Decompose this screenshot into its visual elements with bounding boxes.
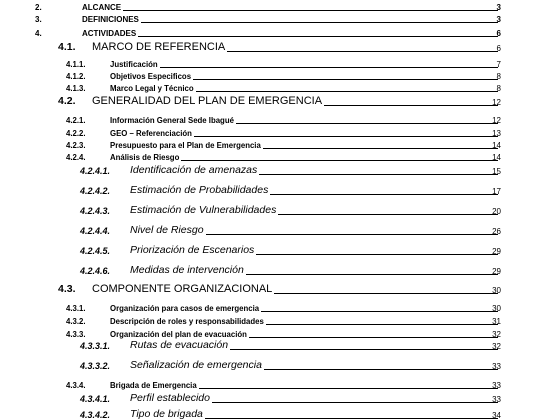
toc-entry-page: 26 xyxy=(492,227,501,236)
toc-entry-title: Estimación de Vulnerabilidades xyxy=(130,204,277,216)
toc-entry-number: 4.2.4.5. xyxy=(80,246,111,256)
toc-entry-page: 29 xyxy=(492,247,501,256)
toc-entry[interactable] xyxy=(0,128,560,138)
toc-entry-page: 20 xyxy=(492,207,501,216)
toc-entry-title: Brigada de Emergencia xyxy=(110,381,197,390)
toc-entry-page: 3 xyxy=(496,3,501,12)
toc-entry-title: ACTIVIDADES xyxy=(82,29,137,38)
toc-entry-number: 4.2.4.2. xyxy=(80,186,111,196)
toc-entry-number: 4.2.4.4. xyxy=(80,226,111,236)
toc-entry-title: Justificación xyxy=(110,60,158,69)
toc-entry[interactable] xyxy=(0,262,560,276)
toc-entry-page: 7 xyxy=(496,60,501,69)
toc-entry-number: 4.1.1. xyxy=(66,60,86,69)
toc-entry-page: 14 xyxy=(492,141,501,150)
toc-entry-number: 4.2.4.3. xyxy=(80,206,111,216)
toc-entry[interactable] xyxy=(0,28,560,38)
toc-entry[interactable] xyxy=(0,115,560,125)
toc-entry[interactable] xyxy=(0,380,560,390)
toc-entry-number: 2. xyxy=(35,3,42,12)
toc-entry-title: Análisis de Riesgo xyxy=(110,153,180,162)
toc-entry-number: 4.2.4. xyxy=(66,153,86,162)
toc-entry-title: Tipo de brigada xyxy=(130,408,203,420)
toc-entry-title: MARCO DE REFERENCIA xyxy=(92,41,226,53)
toc-entry-number: 4.2.4.6. xyxy=(80,266,111,276)
toc-entry[interactable] xyxy=(0,93,560,107)
toc-entry-page: 15 xyxy=(492,167,501,176)
toc-entry-title: Objetivos Especificos xyxy=(110,72,192,81)
toc-entry-title: Nivel de Riesgo xyxy=(130,224,204,236)
toc-entry-page: 8 xyxy=(496,72,501,81)
toc-entry-number: 4.3.3. xyxy=(66,330,86,339)
toc-entry-title: Medidas de intervención xyxy=(130,264,244,276)
toc-entry-page: 32 xyxy=(492,342,501,351)
toc-entry[interactable] xyxy=(0,71,560,81)
toc-entry-title: Información General Sede Ibagué xyxy=(110,116,234,125)
toc-entry-number: 4.2.1. xyxy=(66,116,86,125)
toc-entry-page: 14 xyxy=(492,153,501,162)
toc-entry-number: 4.3.3.2. xyxy=(80,361,111,371)
toc-entry[interactable] xyxy=(0,303,560,313)
toc-entry-number: 4.3.3.1. xyxy=(80,341,111,351)
toc-entry-page: 30 xyxy=(492,286,501,295)
toc-entry-title: Priorización de Escenarios xyxy=(130,244,255,256)
toc-entry-page: 12 xyxy=(492,98,501,107)
toc-entry-number: 4.3.4.1. xyxy=(80,394,111,404)
toc-entry-number: 4.2. xyxy=(58,95,76,107)
toc-leader-line xyxy=(82,22,498,23)
toc-entry-title: Organización para casos de emergencia xyxy=(110,304,260,313)
toc-entry-number: 4.2.4.1. xyxy=(80,166,111,176)
toc-entry-title: Rutas de evacuación xyxy=(130,339,229,351)
toc-entry[interactable] xyxy=(0,222,560,236)
toc-entry-title: Señalización de emergencia xyxy=(130,359,262,371)
toc-entry-page: 29 xyxy=(492,267,501,276)
toc-entry-number: 4.1.3. xyxy=(66,84,86,93)
toc-entry-page: 30 xyxy=(492,304,501,313)
toc-entry-page: 6 xyxy=(496,44,501,53)
toc-entry-number: 4.3.1. xyxy=(66,304,86,313)
toc-entry[interactable] xyxy=(0,2,560,12)
toc-entry-title: Descripción de roles y responsabilidades xyxy=(110,317,264,326)
toc-entry[interactable] xyxy=(0,357,560,371)
toc-entry[interactable] xyxy=(0,14,560,24)
toc-entry-number: 4. xyxy=(35,29,42,38)
toc-entry[interactable] xyxy=(0,39,560,53)
toc-entry-title: DEFINICIONES xyxy=(82,15,139,24)
toc-entry-title: Presupuesto para el Plan de Emergencia xyxy=(110,141,261,150)
toc-entry-page: 12 xyxy=(492,116,501,125)
toc-entry-page: 33 xyxy=(492,381,501,390)
toc-entry[interactable] xyxy=(0,152,560,162)
toc-entry[interactable] xyxy=(0,242,560,256)
toc-entry-page: 33 xyxy=(492,362,501,371)
toc-entry[interactable] xyxy=(0,337,560,351)
toc-entry-title: Identificación de amenazas xyxy=(130,164,258,176)
toc-entry-title: GENERALIDAD DEL PLAN DE EMERGENCIA xyxy=(92,95,323,107)
toc-entry-page: 3 xyxy=(496,15,501,24)
toc-entry-number: 4.3.4.2. xyxy=(80,410,111,420)
toc-entry-title: COMPONENTE ORGANIZACIONAL xyxy=(92,283,273,295)
toc-entry[interactable] xyxy=(0,281,560,295)
toc-entry-page: 6 xyxy=(496,29,501,38)
toc-entry-number: 4.1. xyxy=(58,41,76,53)
toc-leader-line xyxy=(82,10,498,11)
toc-entry-number: 4.3.4. xyxy=(66,381,86,390)
toc-entry[interactable] xyxy=(0,59,560,69)
toc-leader-line xyxy=(82,36,498,37)
toc-leader-line xyxy=(110,67,498,68)
toc-entry[interactable] xyxy=(0,140,560,150)
toc-entry[interactable] xyxy=(0,390,560,404)
toc-entry[interactable] xyxy=(0,83,560,93)
toc-entry-title: Estimación de Probabilidades xyxy=(130,184,269,196)
toc-entry-page: 8 xyxy=(496,84,501,93)
toc-entry-number: 4.3. xyxy=(58,283,76,295)
toc-entry-page: 34 xyxy=(492,411,501,420)
toc-entry[interactable] xyxy=(0,182,560,196)
toc-entry-title: Marco Legal y Técnico xyxy=(110,84,194,93)
toc-entry-title: Organización del plan de evacuación xyxy=(110,330,247,339)
toc-entry-title: Perfil establecido xyxy=(130,392,210,404)
toc-entry-number: 4.1.2. xyxy=(66,72,86,81)
toc-entry-title: GEO – Referenciación xyxy=(110,129,192,138)
toc-entry-page: 17 xyxy=(492,187,501,196)
toc-entry-page: 31 xyxy=(492,317,501,326)
toc-entry-number: 4.2.3. xyxy=(66,141,86,150)
toc-entry-page: 32 xyxy=(492,330,501,339)
toc-entry-number: 4.2.2. xyxy=(66,129,86,138)
toc-entry[interactable] xyxy=(0,202,560,216)
toc-entry-number: 3. xyxy=(35,15,42,24)
toc-entry[interactable] xyxy=(0,162,560,176)
toc-entry-number: 4.3.2. xyxy=(66,317,86,326)
toc-entry-page: 13 xyxy=(492,129,501,138)
toc-entry-title: ALCANCE xyxy=(82,3,122,12)
toc-entry[interactable] xyxy=(0,316,560,326)
toc-entry-page: 33 xyxy=(492,395,501,404)
toc-entry[interactable] xyxy=(0,406,560,420)
